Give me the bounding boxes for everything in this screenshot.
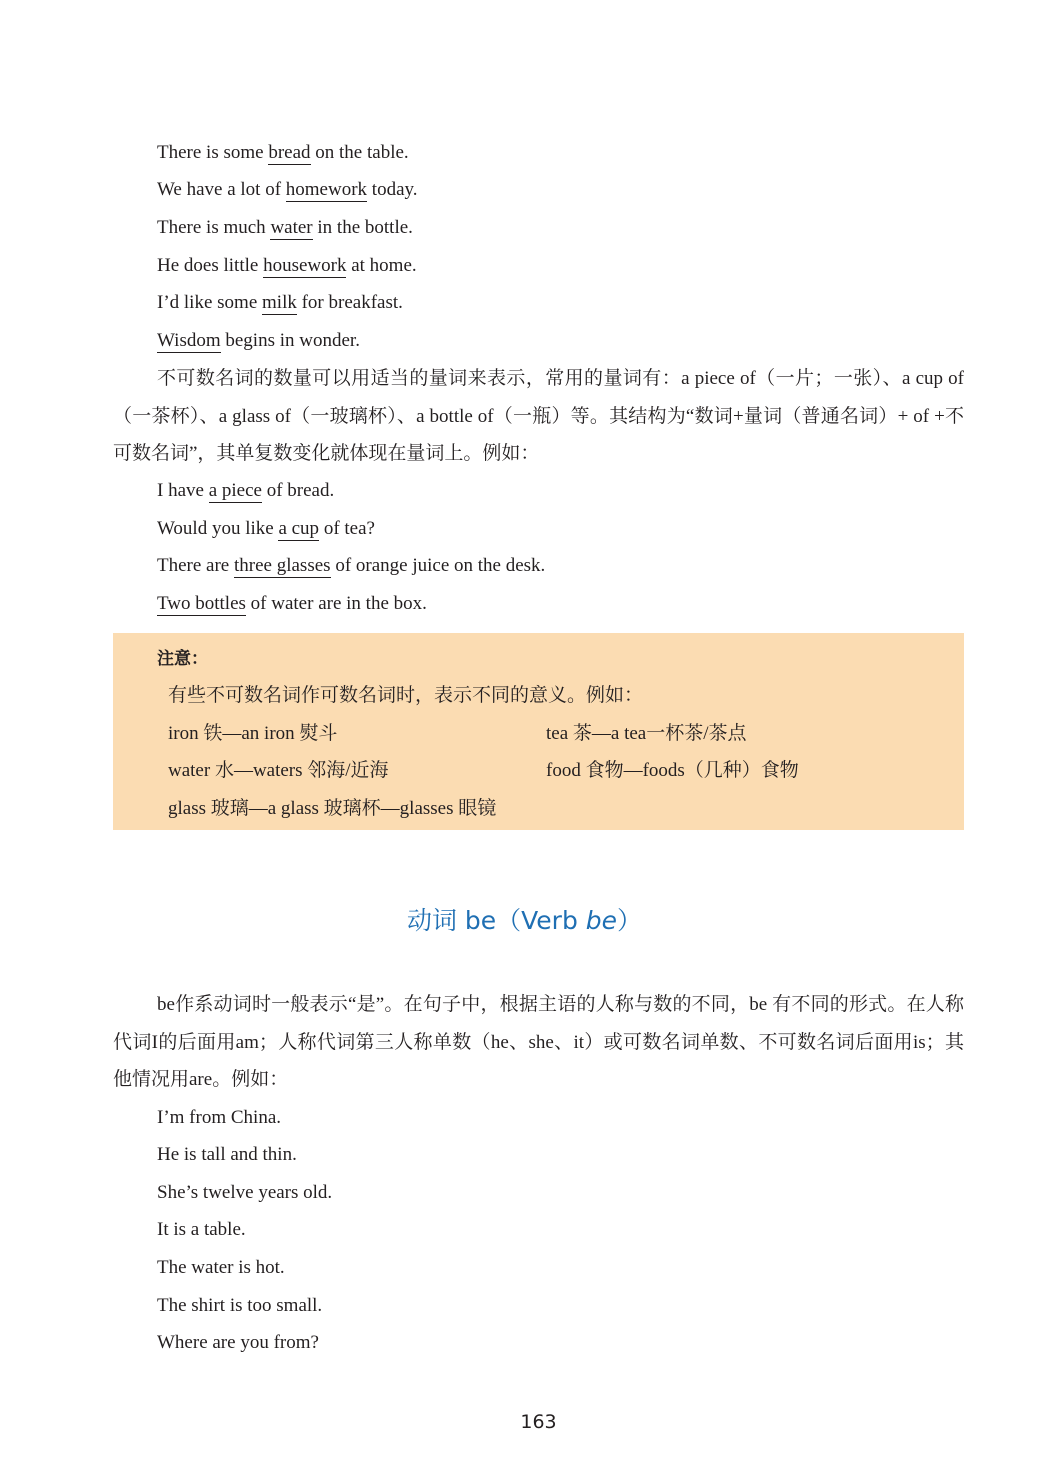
- example-sentence: There is much water in the bottle.: [157, 217, 413, 238]
- note-pair: iron 铁—an iron 熨斗: [168, 723, 338, 744]
- underlined-noun: housework: [263, 255, 347, 276]
- note-title: 注意：: [157, 649, 208, 669]
- note-pair: food 食物—foods（几种）食物: [546, 760, 799, 781]
- underlined-phrase: a cup: [278, 518, 320, 539]
- underlined-phrase: a piece: [208, 480, 262, 501]
- example-sentence: I have a piece of bread.: [157, 480, 335, 501]
- example-sentence: She’s twelve years old.: [157, 1182, 333, 1203]
- example-sentence: Would you like a cup of tea?: [157, 518, 375, 539]
- underlined-phrase: Two bottles: [157, 593, 246, 614]
- underlined-noun: homework: [285, 179, 368, 200]
- example-sentence: Two bottles of water are in the box.: [157, 593, 427, 614]
- note-pair: tea 茶—a tea一杯茶/茶点: [546, 723, 747, 744]
- example-sentence: It is a table.: [157, 1219, 246, 1240]
- note-pair: glass 玻璃—a glass 玻璃杯—glasses 眼镜: [168, 798, 497, 819]
- example-sentence: The shirt is too small.: [157, 1295, 323, 1316]
- measure-words-paragraph: 不可数名词的数量可以用适当的量词来表示，常用的量词有：a piece of（一片；一张）、a cup of（一茶杯）、a glass of（一玻璃杯）、a bottle of（一瓶）等。其结构为“数词+量词（普通名词）+ of +不可数名词”，其单复数变化就体现在量词上。例如：: [113, 368, 964, 464]
- page-number: 163: [520, 1411, 557, 1433]
- example-sentence: The water is hot.: [157, 1257, 285, 1278]
- underlined-noun: milk: [262, 292, 297, 313]
- underlined-noun: Wisdom: [157, 330, 221, 351]
- example-sentence: There are three glasses of orange juice on the desk.: [157, 555, 546, 576]
- example-sentence: I’m from China.: [157, 1107, 282, 1128]
- example-sentence: We have a lot of homework today.: [157, 179, 418, 200]
- section-heading: 动词 be（Verb be）: [406, 906, 643, 935]
- underlined-noun: bread: [268, 142, 311, 163]
- example-sentence: Where are you from?: [157, 1332, 319, 1353]
- verb-be-paragraph: be作系动词时一般表示“是”。在句子中，根据主语的人称与数的不同，be 有不同的形式。在人称代词I的后面用am；人称代词第三人称单数（he、she、it）或可数名词单数、不可数名词后面用is；其他情况用are。例如：: [113, 994, 964, 1090]
- example-sentence: He is tall and thin.: [157, 1144, 297, 1165]
- example-sentence: He does little housework at home.: [157, 255, 417, 276]
- note-box: [113, 633, 964, 830]
- example-sentence: Wisdom begins in wonder.: [157, 330, 360, 351]
- example-sentence: I’d like some milk for breakfast.: [157, 292, 403, 313]
- note-pair: water 水—waters 邻海/近海: [168, 760, 389, 781]
- example-sentence: There is some bread on the table.: [157, 142, 409, 163]
- underlined-phrase: three glasses: [234, 555, 331, 576]
- underlined-noun: water: [270, 217, 313, 238]
- note-intro: 有些不可数名词作可数名词时，表示不同的意义。例如：: [168, 685, 644, 706]
